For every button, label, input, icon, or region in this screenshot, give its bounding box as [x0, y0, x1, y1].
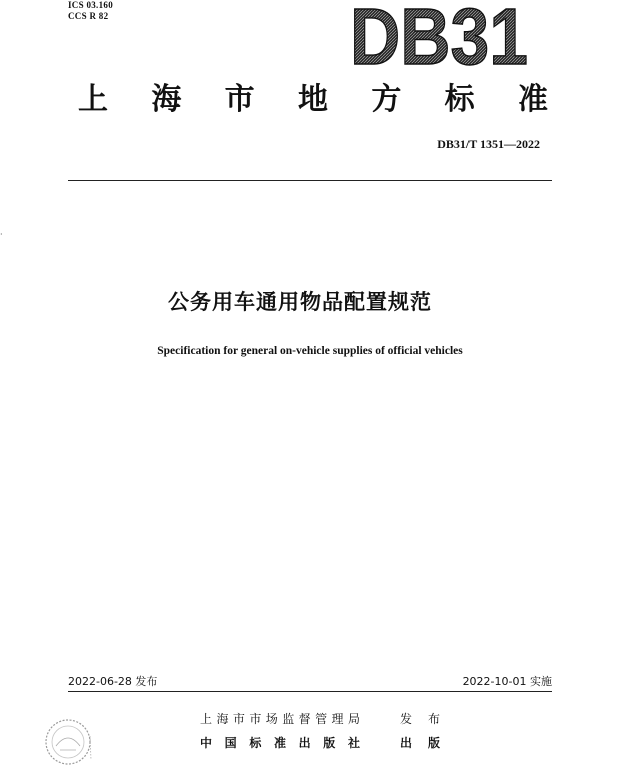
org-char: 理: [331, 712, 344, 726]
heading-char: 方: [371, 82, 402, 117]
heading-char: 地: [297, 82, 328, 117]
org-char: 出: [298, 736, 311, 750]
publisher-issuer: [200, 710, 440, 727]
publisher-org: [200, 710, 360, 727]
org-char: 市: [249, 712, 262, 726]
publisher-press: [200, 734, 440, 751]
org-char: 管: [315, 712, 328, 726]
role-char: 发: [400, 712, 413, 726]
ccs-code: CCS R 82: [68, 11, 109, 21]
org-char: 监: [282, 712, 295, 726]
org-char: 中: [200, 736, 213, 750]
role-char: 布: [427, 712, 440, 726]
heading-char: 上: [78, 82, 108, 117]
publisher-org: [200, 734, 360, 751]
publisher-role: [400, 710, 440, 727]
role-char: 版: [427, 736, 440, 750]
org-char: 国: [224, 736, 237, 750]
logo-text: DB31: [350, 0, 528, 81]
org-char: 版: [323, 736, 336, 750]
bottom-divider: [68, 691, 552, 692]
top-divider: [68, 180, 552, 181]
org-char: 督: [298, 712, 311, 726]
heading-char: 市: [224, 82, 255, 117]
implementation-date: 2022-10-01 实施: [462, 675, 552, 688]
document-title-chinese: 公务用车通用物品配置规范: [168, 290, 432, 314]
org-char: 海: [216, 712, 229, 726]
db31-logo: [350, 0, 530, 81]
org-char: 局: [347, 712, 360, 726]
org-char: 社: [347, 736, 360, 750]
publisher-role: [400, 734, 440, 751]
heading-char: 标: [444, 82, 475, 117]
standard-number: DB31/T 1351—2022: [437, 137, 540, 151]
org-char: 准: [273, 736, 286, 750]
role-char: 出: [400, 736, 413, 750]
org-char: 上: [200, 712, 213, 726]
org-char: 场: [265, 712, 278, 726]
classification-codes: [68, 0, 113, 22]
heading-char: 海: [151, 82, 182, 117]
issue-date: 2022-06-28 发布: [68, 675, 158, 688]
org-char: 标: [249, 736, 262, 750]
edge-mark: ·: [0, 230, 3, 239]
document-title-english: Specification for general on-vehicle supplies of official vehicles: [157, 345, 463, 357]
org-char: 市: [232, 712, 245, 726]
ics-code: ICS 03.160: [68, 0, 114, 10]
standard-type-heading: [78, 80, 548, 120]
heading-char: 准: [517, 82, 548, 117]
official-seal-icon: [42, 716, 102, 766]
